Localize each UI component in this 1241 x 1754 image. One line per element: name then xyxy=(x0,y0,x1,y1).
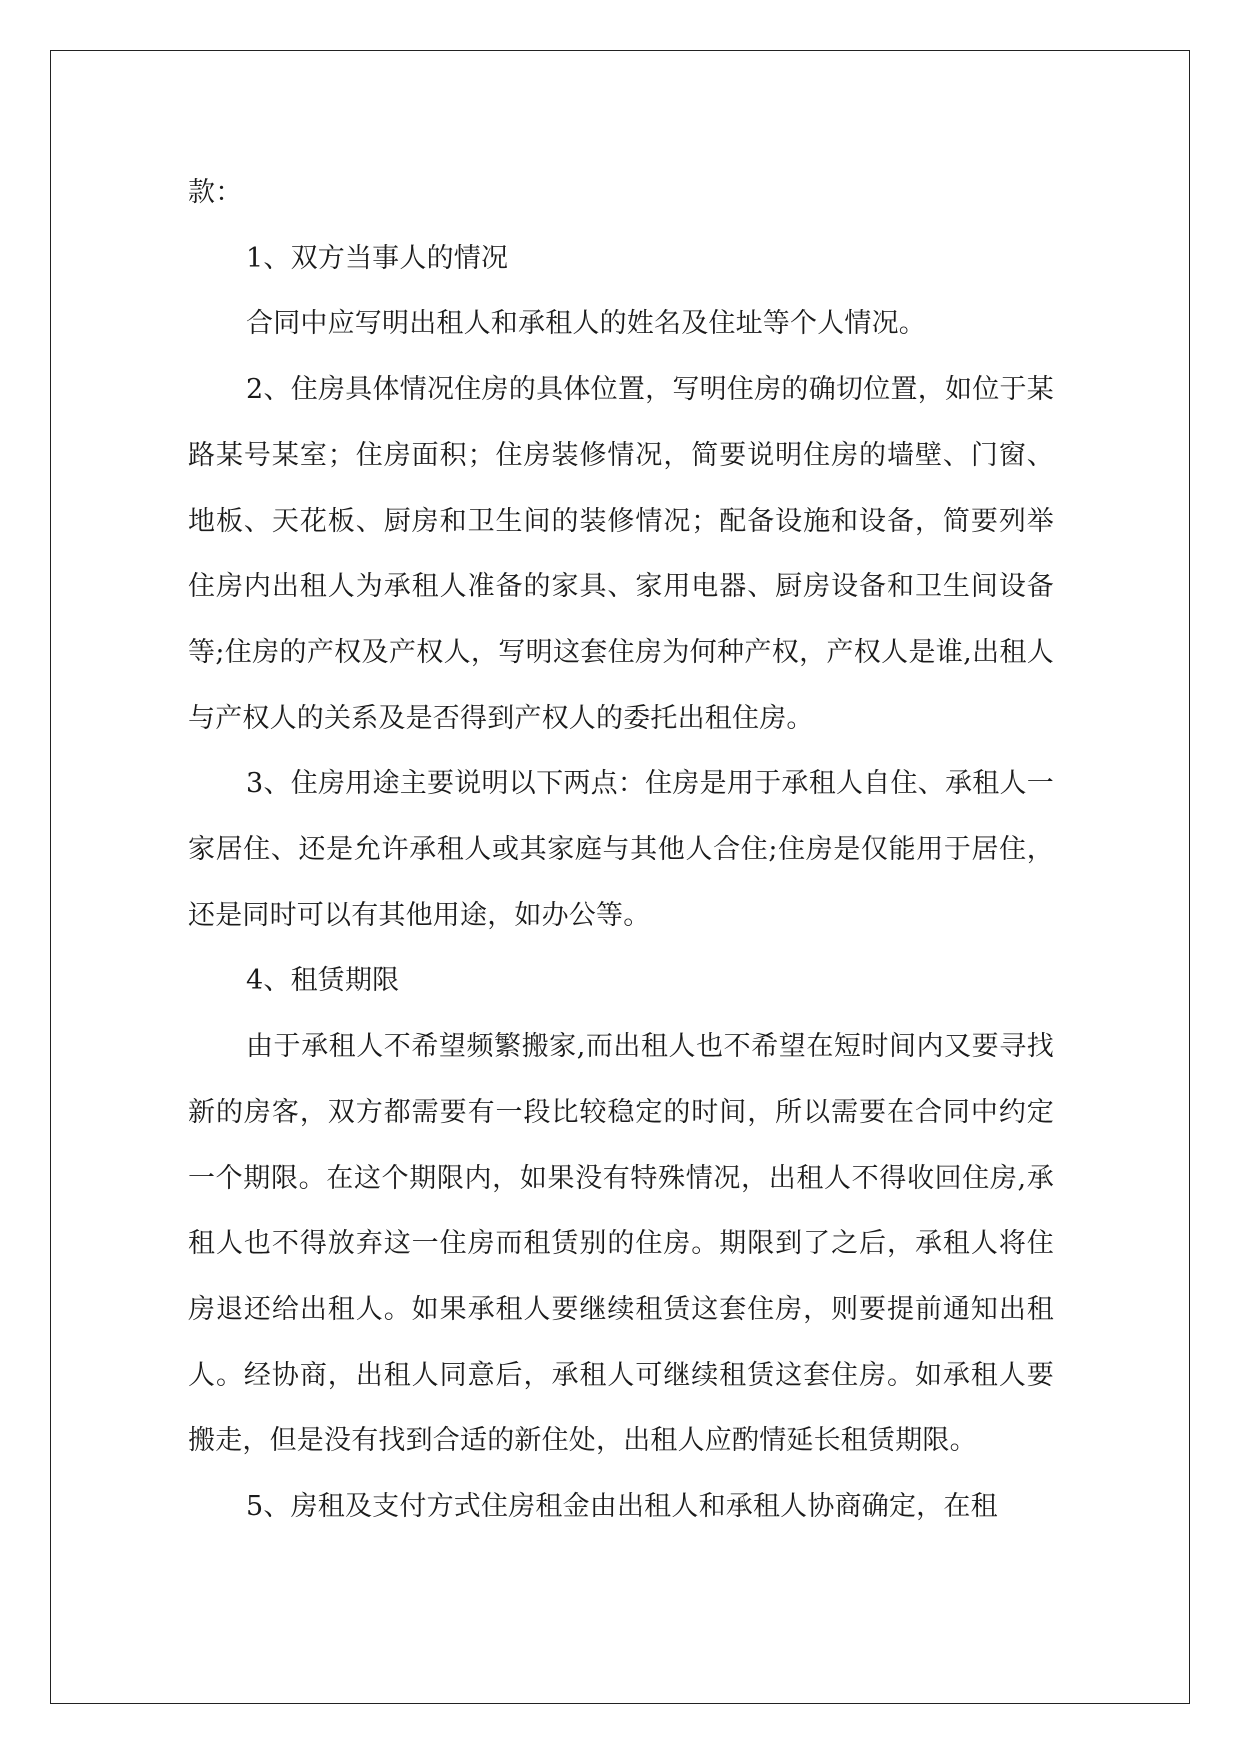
paragraph-section-1-heading: 1、双方当事人的情况 xyxy=(246,242,509,274)
paragraph-continuation: 款： xyxy=(188,177,243,208)
paragraph-section-3: 3、住房用途主要说明以下两点：住房是用于承租人自住、承租人一家居住、还是允许承租人或其家庭与其他人合住;住房是仅能用于居住，还是同时可以有其他用途，如办公等。 xyxy=(188,768,1054,931)
paragraph-section-4-heading: 4、租赁期限 xyxy=(246,965,400,997)
document-body xyxy=(188,160,1054,1540)
paragraph-section-2: 2、住房具体情况住房的具体位置，写明住房的确切位置，如位于某路某号某室；住房面积；住房装修情况，简要说明住房的墙壁、门窗、地板、天花板、厨房和卫生间的装修情况；配备设施和设备，简要列举住房内出租人为承租人准备的家具、家用电器、厨房设备和卫生间设备等;住房的产权及产权人，写明这套住房为何种产权，产权人是谁,出租人与产权人的关系及是否得到产权人的委托出租住房。 xyxy=(188,374,1054,734)
paragraph-section-4-body: 由于承租人不希望频繁搬家,而出租人也不希望在短时间内又要寻找新的房客，双方都需要有一段比较稳定的时间，所以需要在合同中约定一个期限。在这个期限内，如果没有特殊情况，出租人不得收回住房,承租人也不得放弃这一住房而租赁别的住房。期限到了之后，承租人将住房退还给出租人。如果承租人要继续租赁这套住房，则要提前通知出租人。经协商，出租人同意后，承租人可继续租赁这套住房。如承租人要搬走，但是没有找到合适的新住处，出租人应酌情延长租赁期限。 xyxy=(188,1031,1054,1457)
paragraph-section-1-body: 合同中应写明出租人和承租人的姓名及住址等个人情况。 xyxy=(246,308,926,340)
paragraph-section-5: 5、房租及支付方式住房租金由出租人和承租人协商确定，在租 xyxy=(246,1491,998,1523)
